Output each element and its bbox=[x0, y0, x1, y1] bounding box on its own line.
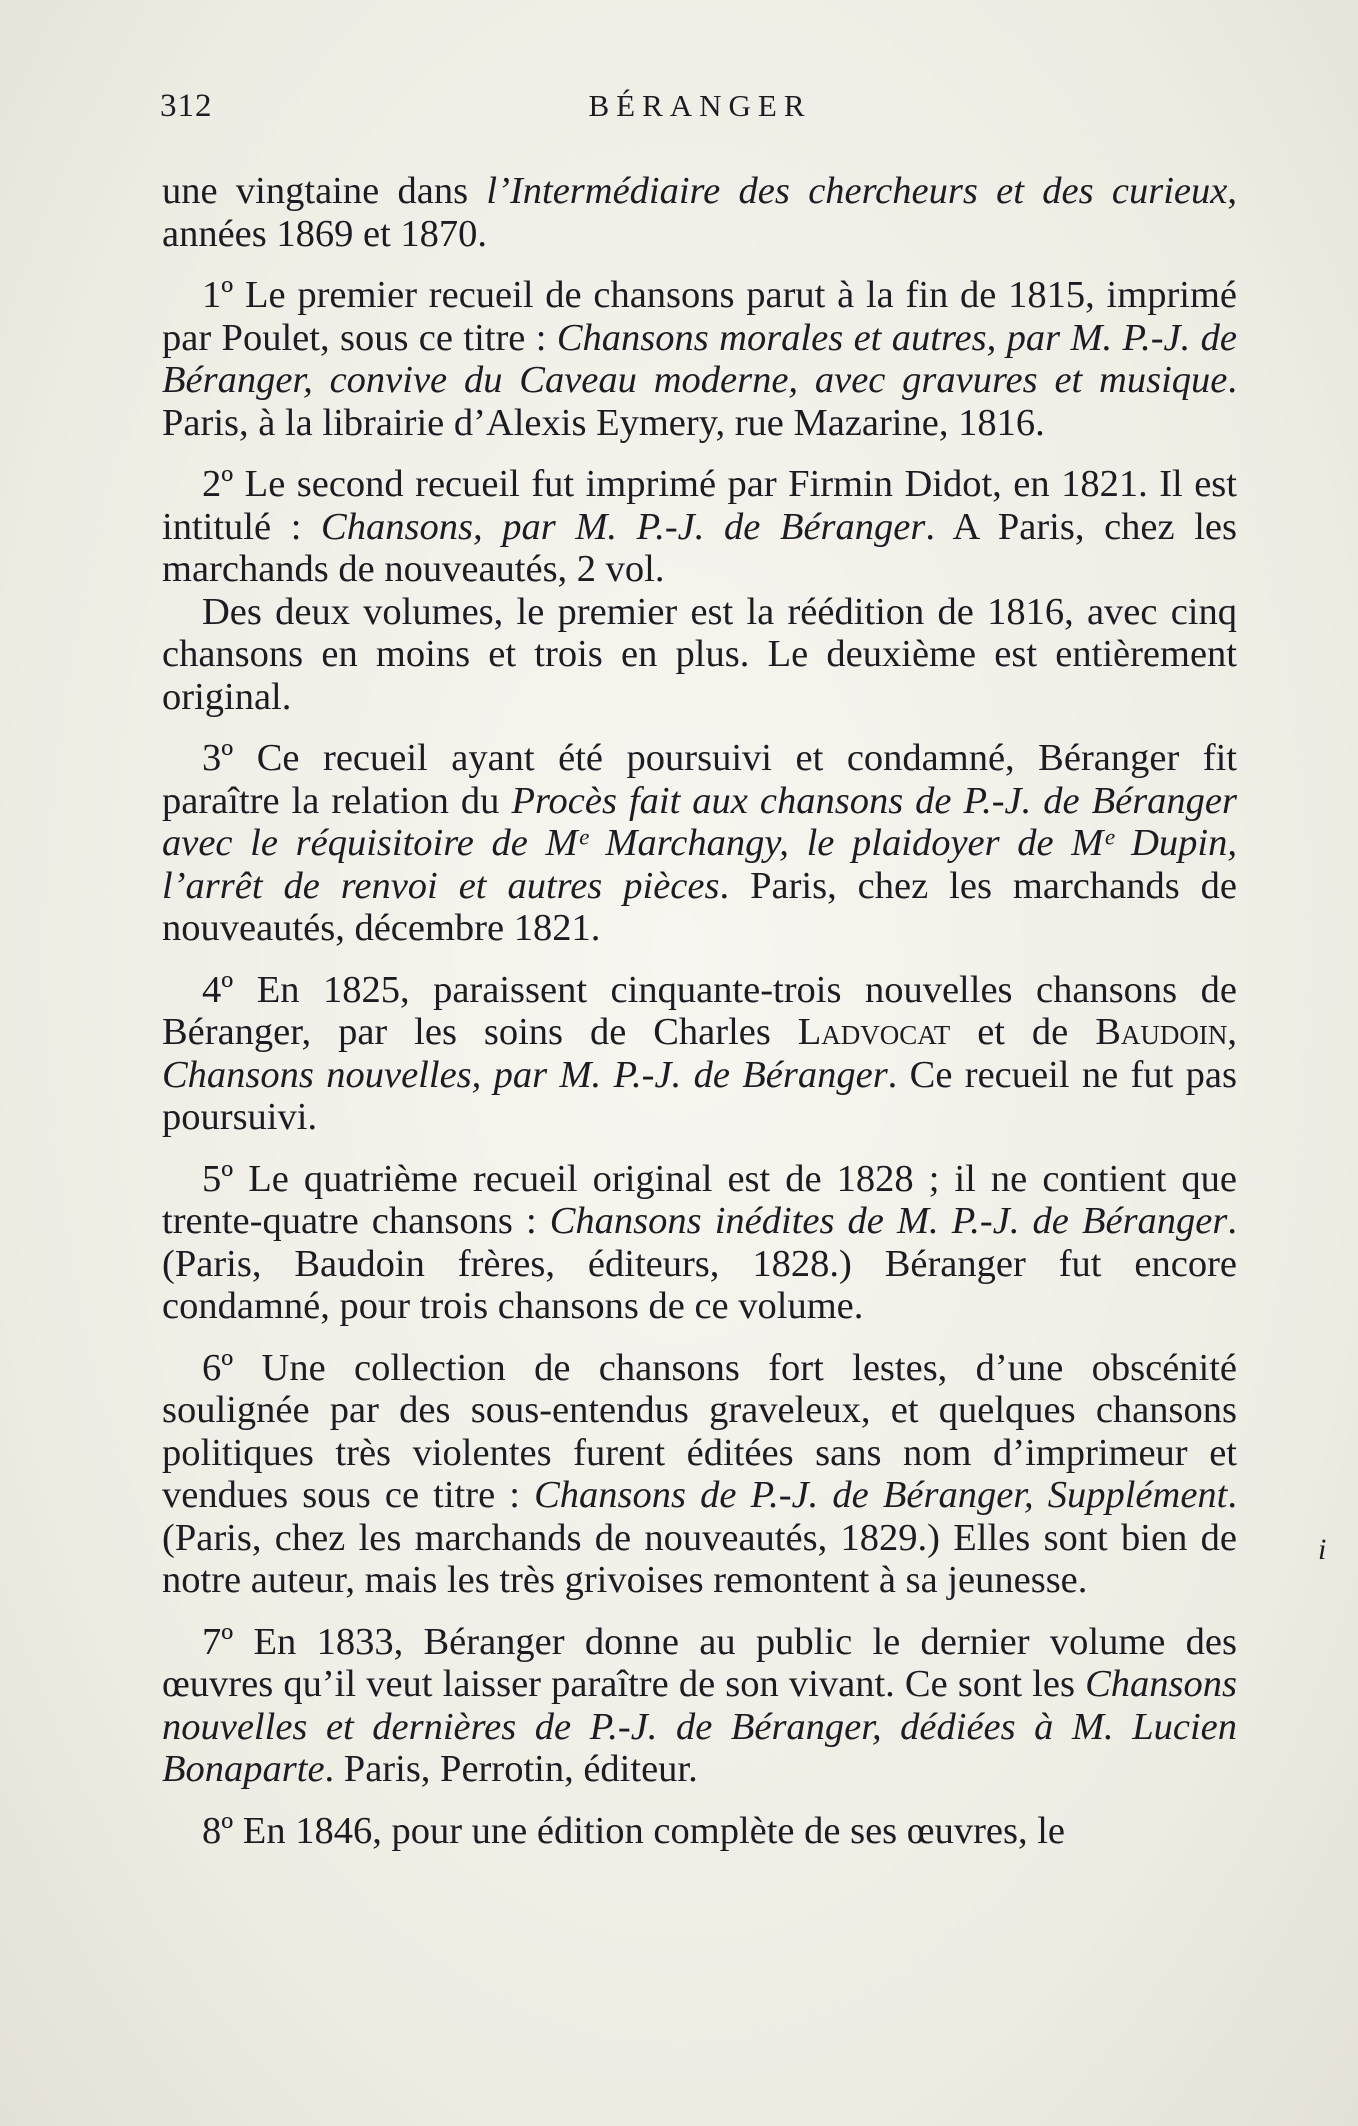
small-caps-name: Ladvocat bbox=[797, 1011, 951, 1053]
paragraph-item-7 bbox=[162, 1621, 1237, 1791]
paragraph-item-1 bbox=[162, 274, 1237, 444]
small-caps-name: Baudoin bbox=[1095, 1011, 1228, 1053]
italic-title-text: Chansons de P.-J. de Béranger, Supplément bbox=[534, 1474, 1228, 1516]
italic-title-text: Chansons nouvelles et dernières de P.-J. de Béranger, dédiées à M. Lucien Bonaparte bbox=[162, 1663, 1237, 1790]
paragraph-item-2 bbox=[162, 463, 1237, 591]
body-text: 4º En 1825, paraissent cinquante-trois nouvelles chansons de Béranger, par les soins de Charles bbox=[162, 968, 1237, 1053]
italic-title-text: Chansons morales et autres, par M. P.-J. de Béranger, convive du Caveau moderne, avec gravures et musique bbox=[162, 316, 1237, 401]
page-body bbox=[162, 170, 1237, 1871]
page-header bbox=[160, 88, 1240, 138]
paragraph-item-8 bbox=[162, 1810, 1237, 1853]
paragraph-item-5 bbox=[162, 1158, 1237, 1328]
body-text: Des deux volumes, le premier est la réédition de 1816, avec cinq chansons en moins et trois en plus. Le deuxième est entièrement original. bbox=[162, 590, 1237, 718]
page-number: 312 bbox=[160, 88, 213, 124]
italic-title-text: Chansons, par M. P.-J. de Béranger bbox=[321, 505, 926, 548]
body-text: . Paris, Perrotin, éditeur. bbox=[324, 1748, 698, 1790]
body-text: 1º Le premier recueil de chansons parut à la fin de 1815, imprimé par Poulet, sous ce titre : bbox=[162, 274, 1237, 359]
paragraph-item-3 bbox=[162, 737, 1237, 950]
body-text: 3º Ce recueil ayant été poursuivi et condamné, Béranger fit paraître la relation du bbox=[162, 737, 1237, 822]
paragraph-item-4 bbox=[162, 969, 1237, 1139]
body-text: , bbox=[1227, 1011, 1237, 1053]
body-text: et de bbox=[950, 1011, 1096, 1053]
body-text: 6º Une collection de chansons fort lestes, d’une obscénité soulignée par des sous-entendus graveleux, et quelques chansons politiques très violentes furent éditées sans nom d’imprimeur et vendues sous ce titre : bbox=[162, 1346, 1237, 1516]
body-text: . (Paris, chez les marchands de nouveautés, 1829.) Elles sont bien de notre auteur, mais les très grivoises remontent à sa jeunesse. bbox=[162, 1474, 1237, 1601]
italic-title-text: Chansons nouvelles, par M. P.-J. de Béranger bbox=[162, 1053, 888, 1096]
body-text: . Paris, chez les marchands de nouveautés, décembre 1821. bbox=[162, 864, 1237, 949]
body-text: une vingtaine dans bbox=[162, 170, 487, 212]
italic-title-text: l’Intermédiaire des chercheurs et des curieux bbox=[486, 170, 1228, 212]
paragraph-continuation bbox=[162, 170, 1237, 255]
paragraph-item-6 bbox=[162, 1347, 1237, 1602]
body-text: , années 1869 et 1870. bbox=[162, 170, 1237, 255]
margin-mark: i bbox=[1318, 1533, 1327, 1566]
body-text: . Paris, à la librairie d’Alexis Eymery, rue Mazarine, 1816. bbox=[162, 359, 1237, 444]
body-text: . A Paris, chez les marchands de nouveautés, 2 vol. bbox=[162, 505, 1237, 590]
italic-title-text: Procès fait aux chansons de P.-J. de Béranger avec le réquisitoire de Mᵉ Marchangy, le plaidoyer de Mᵉ Dupin, l’arrêt de renvoi et autres pièces bbox=[162, 779, 1238, 907]
body-text: 5º Le quatrième recueil original est de 1828 ; il ne contient que trente-quatre chansons : bbox=[162, 1157, 1237, 1242]
body-text: . Ce recueil ne fut pas poursuivi. bbox=[162, 1053, 1237, 1138]
paragraph-item-2-note bbox=[162, 591, 1237, 719]
body-text: . (Paris, Baudoin frères, éditeurs, 1828.) Béranger fut encore condamné, pour trois chansons de ce volume. bbox=[162, 1200, 1238, 1327]
body-text: 2º Le second recueil fut imprimé par Firmin Didot, en 1821. Il est intitulé : bbox=[162, 463, 1237, 548]
italic-title-text: Chansons inédites de M. P.-J. de Béranger bbox=[549, 1200, 1228, 1242]
body-text: 8º En 1846, pour une édition complète de ses œuvres, le bbox=[202, 1809, 1066, 1852]
body-text: 7º En 1833, Béranger donne au public le dernier volume des œuvres qu’il veut laisser paraître de son vivant. Ce sont les bbox=[162, 1620, 1237, 1705]
running-head: BÉRANGER bbox=[588, 88, 812, 123]
